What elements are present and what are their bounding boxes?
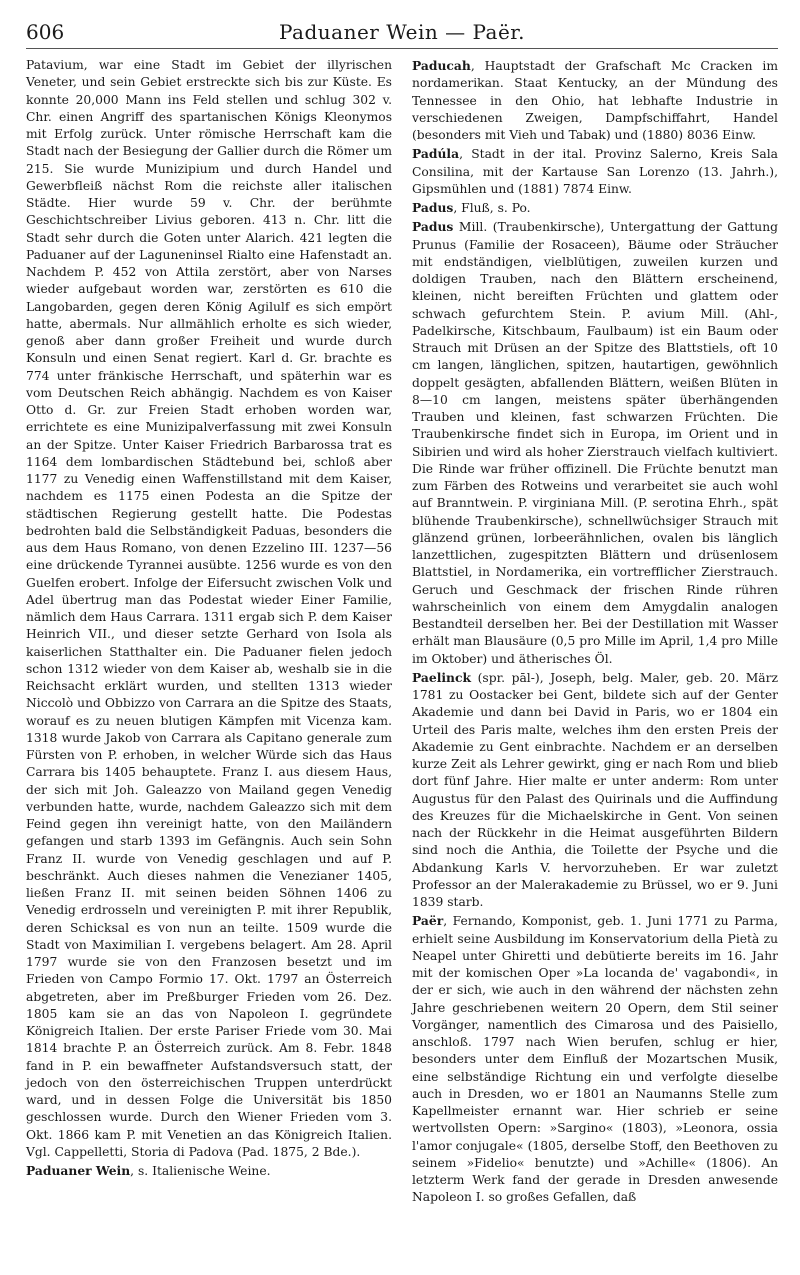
text-columns [26,57,778,1207]
entry-text: , Fluß, s. Po. [453,201,531,215]
entry-headword: Padus [412,219,454,235]
entry-paducah [412,57,778,144]
entry-text: , s. Italienische Weine. [130,1164,271,1178]
entry-headword: Padúla [412,146,460,162]
running-head: Paduaner Wein — Paër. [278,20,526,44]
entry-padus-plant [412,218,778,668]
entry-text: , Stadt in der ital. Provinz Salerno, Kreis Sala Consilina, mit der Kartause San Lorenzo (13. Jahrh.), Gipsmühlen und (1881) 7874 Einw. [412,147,778,196]
page-header [26,14,778,49]
entry-headword: Padus [412,200,454,215]
entry-padula [412,145,778,198]
entry-headword: Paër [412,913,444,929]
entry-text: (spr. pāl-), Joseph, belg. Maler, geb. 20. März 1781 zu Oostacker bei Gent, bildete sich auf der Genter Akademie und dann bei David in Paris, wo er 1804 ein Urteil des Paris malte, welches ihm den ersten Preis der Akademie zu Gent einbrachte. Nachdem er an derselben kurze Zeit als Lehrer gewirkt, ging er nach Rom und blieb dort fünf Jahre. Hier malte er unter anderm: Rom unter Augustus für den Palast des Quirinals und die Auffindung des Kreuzes für die Michaelskirche in Gent. Von seinen nach der Rückkehr in die Heimat ausgeführten Bildern sind noch die Anthia, die Toilette der Psyche und die Abdankung Karls V. hervorzuheben. Er war zuletzt Professor an der Malerakademie zu Brüssel, wo er 9. Juni 1839 starb. [412,670,778,909]
entry-text: Mill. (Traubenkirsche), Untergattung der Gattung Prunus (Familie der Rosaceen), Bäume oder Sträucher mit endständigen, vielblütigen, zuweilen kurzen und doldigen Trauben, nach den Blättern erscheinend, kleinen, nicht bereiften Früchten und glattem oder schwach gefurchtem Stein. P. avium Mill. (Ahl-, Padelkirsche, Kitschbaum, Faulbaum) ist ein Baum oder Strauch mit Drüsen an der Spitze des Blattstiels, oft 10 cm langen, länglichen, spitzen, hautartigen, gewöhnlich doppelt gesägten, abfallenden Blättern, weißen Blüten in 8—10 cm langen, meistens später überhängenden Trauben und kleinen, fast schwarzen Früchten. Die Traubenkirsche findet sich in Europa, im Orient und in Sibirien und wird als hoher Zierstrauch vielfach kultiviert. Die Rinde war früher offizinell. Die Früchte benutzt man zum Färben des Rotweins und verarbeitet sie auch wohl auf Branntwein. P. virginiana Mill. (P. serotina Ehrh., spät blühende Traubenkirsche), schnellwüchsiger Strauch mit glänzend grünen, lorbeerähnlichen, ovalen bis länglich lanzettlichen, zugespitzten Blättern und drüsenlosem Blattstiel, in Nordamerika, ein vortrefflicher Zierstrauch. Geruch und Geschmack der frischen Rinde rühren wahrscheinlich von einem dem Amygdalin analogen Bestandteil derselben her. Bei der Destillation mit Wasser erhält man Blausäure (0,5 pro Mille im April, 1,4 pro Mille im Oktober) und ätherisches Öl. [412,220,778,666]
entry-padus-river [412,199,778,217]
entry-headword: Paduaner Wein [26,1163,131,1178]
right-column [412,57,778,1207]
entry-text: , Fernando, Komponist, geb. 1. Juni 1771 zu Parma, erhielt seine Ausbildung im Konservatorium della Pietà zu Neapel unter Ghiretti und debütierte bereits im 16. Jahr mit der komischen Oper »La locanda de' vagabondi«, in der er sich, wie auch in den während der nächsten zehn Jahre geschriebenen weitern 20 Opern, dem Stil seiner Vorgänger, namentlich des Cimarosa und des Paisiello, anschloß. 1797 nach Wien berufen, schlug er hier, besonders unter dem Einfluß der Mozartschen Musik, eine selbständige Richtung ein und verfolgte dieselbe auch in Dresden, wo er 1801 an Naumanns Stelle zum Kapellmeister ernannt war. Hier schrieb er seine wertvollsten Opern: »Sargino« (1803), »Leonora, ossia l'amor conjugale« (1805, derselbe Stoff, den Beethoven zu seinem »Fidelio« benutzte) und »Achille« (1806). An letzterm Werk fand der gerade in Dresden anwesende Napoleon I. so großes Gefallen, daß [412,914,778,1205]
entry-text: , Hauptstadt der Grafschaft Mc Cracken im nordamerikan. Staat Kentucky, an der Mündung des Tennessee in den Ohio, hat lebhafte Industrie in verschiedenen Zweigen, Dampfschiffahrt, Handel (besonders mit Vieh und Tabak) und (1880) 8036 Einw. [412,59,778,142]
entry-paelinck [412,669,778,912]
entry-text: Patavium, war eine Stadt im Gebiet der illyrischen Veneter, und sein Gebiet erstreckte sich bis zur Küste. Es konnte 20,000 Mann ins Feld stellen und schlug 302 v. Chr. einen Angriff des spartanischen Königs Kleonymos mit Erfolg zurück. Unter römische Herrschaft kam die Stadt nach der Besiegung der Gallier durch die Römer um 215. Sie wurde Munizipium und durch Handel und Gewerbfleiß nächst Rom die reichste aller italischen Städte. Hier wurde 59 v. Chr. der berühmte Geschichtschreiber Livius geboren. 413 n. Chr. litt die Stadt sehr durch die Goten unter Alarich. 421 legten die Paduaner auf der Laguneninsel Rialto eine Hafenstadt an. Nachdem P. 452 von Attila zerstört, aber von Narses wieder aufgebaut worden war, zerstörten es 610 die Langobarden, gegen deren König Agilulf es sich empört hatte, abermals. Nur allmählich erholte es sich wieder, genoß aber dann großer Freiheit und wurde durch Konsuln und einen Senat regiert. Karl d. Gr. brachte es 774 unter fränkische Herrschaft, und späterhin war es vom Deutschen Reich abhängig. Nachdem es von Kaiser Otto d. Gr. zur Freien Stadt erhoben worden war, errichtete es eine Munizipalverfassung mit zwei Konsuln an der Spitze. Unter Kaiser Friedrich Barbarossa trat es 1164 dem lombardischen Städtebund bei, schloß aber 1177 zu Venedig einen Waffenstillstand mit dem Kaiser, nachdem es 1175 einen Podesta an die Spitze der städtischen Regierung gestellt hatte. Die Podestas bedrohten bald die Selbständigkeit Paduas, besonders die aus dem Haus Romano, von denen Ezzelino III. 1237—56 eine drückende Tyrannei ausübte. 1256 wurde es von den Guelfen erobert. Infolge der Eifersucht zwischen Volk und Adel übertrug man das Podestat wieder Einer Familie, nämlich dem Haus Carrara. 1311 ergab sich P. dem Kaiser Heinrich VII., und dieser setzte Gerhard von Isola als kaiserlichen Statthalter ein. Die Paduaner fielen jedoch schon 1312 wieder von dem Kaiser ab, weshalb sie in die Reichsacht erklärt wurden, und stellten 1313 wieder Niccolò und Obbizzo von Carrara an die Spitze des Staats, worauf es zu neuen blutigen Kämpfen mit Vicenza kam. 1318 wurde Jakob von Carrara als Capitano generale zum Fürsten von P. erhoben, in welcher Würde sich das Haus Carrara bis 1405 behauptete. Franz I. aus diesem Haus, der sich mit Joh. Galeazzo von Mailand gegen Venedig verbunden hatte, wurde, nachdem Galeazzo sich mit dem Feind gegen ihn vereinigt hatte, von den Mailändern gefangen und starb 1393 im Gefängnis. Auch sein Sohn Franz II. wurde von Venedig geschlagen und auf P. beschränkt. Auch dieses nahmen die Venezianer 1405, ließen Franz II. mit seinen beiden Söhnen 1406 zu Venedig erdrosseln und vereinigten P. mit ihrer Republik, deren Schicksal es von nun an teilte. 1509 wurde die Stadt von Maximilian I. vergebens belagert. Am 28. April 1797 wurde sie von den Franzosen besetzt und im Frieden von Campo Formio 17. Okt. 1797 an Österreich abgetreten, aber im Preßburger Frieden vom 26. Dez. 1805 kam sie an das von Napoleon I. gegründete Königreich Italien. Der erste Pariser Friede vom 30. Mai 1814 brachte P. an Österreich zurück. Am 8. Febr. 1848 fand in P. ein bewaffneter Aufstandsversuch statt, der jedoch von den österreichischen Truppen unterdrückt ward, und in dessen Folge die Universität bis 1850 geschlossen wurde. Durch den Wiener Frieden vom 3. Okt. 1866 kam P. mit Venetien an das Königreich Italien. Vgl. Cappelletti, Storia di Padova (Pad. 1875, 2 Bde.). [26,58,392,1159]
entry-paduaner-wein [26,1162,392,1180]
entry-paer [412,912,778,1206]
entry-headword: Paelinck [412,669,471,685]
entry-headword: Paducah [412,58,471,73]
entry-patavium-continued [26,57,392,1161]
left-column [26,57,392,1207]
page-number: 606 [26,20,65,44]
